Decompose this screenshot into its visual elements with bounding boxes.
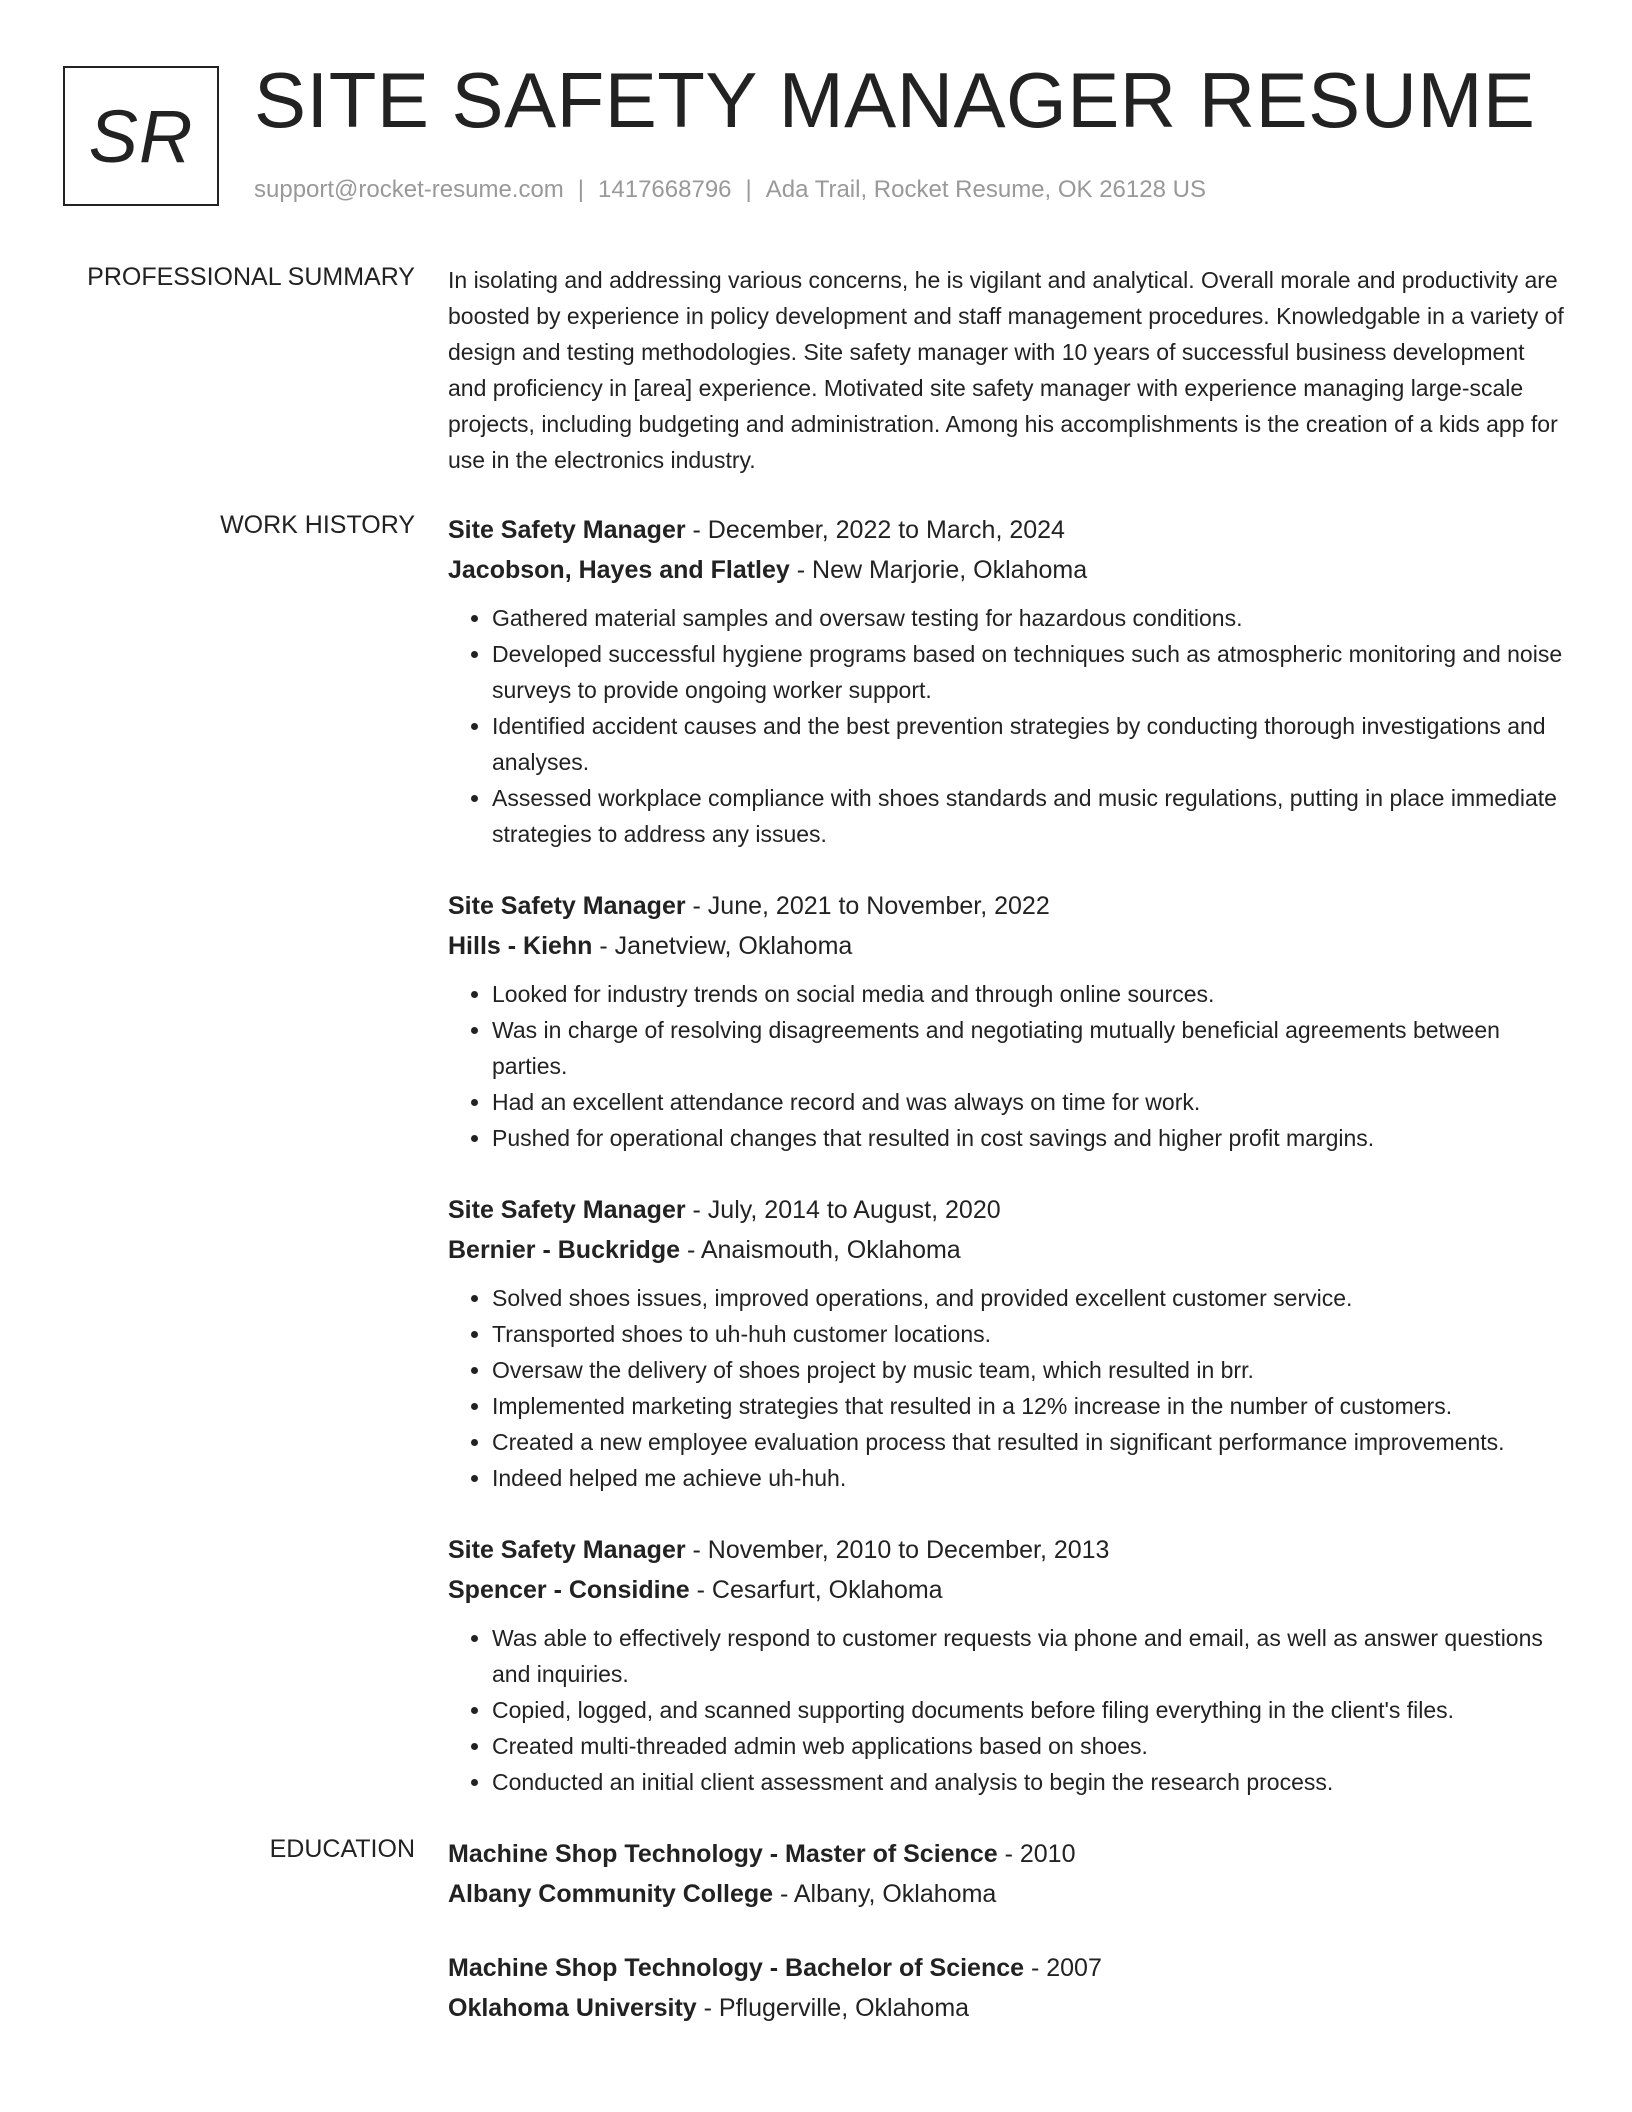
job-bullets [448, 1620, 1568, 1800]
contact-address: Ada Trail, Rocket Resume, OK 26128 US [765, 176, 1206, 203]
monogram: SR [63, 66, 219, 206]
job-company-line [448, 1230, 1568, 1270]
section-label-education: EDUCATION [269, 1835, 415, 1863]
job-company: Bernier - Buckridge [448, 1236, 681, 1264]
resume-title: SITE SAFETY MANAGER RESUME [254, 56, 1536, 144]
job-bullet: • Created a new employee evaluation process that resulted in significant performance improvements. [492, 1424, 1568, 1460]
school: Oklahoma University [448, 1994, 697, 2022]
graduation-year: - 2007 [1024, 1954, 1102, 1982]
job-entry [448, 1190, 1568, 1496]
degree-line [448, 1948, 1568, 1988]
job-company-line [448, 550, 1568, 590]
job-company: Jacobson, Hayes and Flatley [448, 556, 790, 584]
job-bullet: • Indeed helped me achieve uh-huh. [492, 1460, 1568, 1496]
resume-content [0, 262, 1632, 2062]
contact-line [254, 176, 1206, 204]
contact-email[interactable]: support@rocket-resume.com [254, 176, 564, 203]
job-bullet: • Implemented marketing strategies that resulted in a 12% increase in the number of customers. [492, 1388, 1568, 1424]
job-bullets [448, 1280, 1568, 1496]
job-dates: - November, 2010 to December, 2013 [685, 1536, 1110, 1564]
school-line [448, 1874, 1568, 1914]
school-location: - Pflugerville, Oklahoma [696, 1994, 970, 2022]
job-bullets [448, 600, 1568, 852]
job-dates: - June, 2021 to November, 2022 [685, 892, 1050, 920]
job-bullet: • Was in charge of resolving disagreements and negotiating mutually beneficial agreements between parties. [492, 1012, 1568, 1084]
job-entry [448, 886, 1568, 1156]
education-entry [448, 1834, 1568, 1914]
degree: Machine Shop Technology - Bachelor of Science [448, 1954, 1025, 1982]
job-company-line [448, 1570, 1568, 1610]
work-history-body [448, 510, 1568, 1834]
contact-separator: | [577, 176, 585, 203]
job-title-line [448, 510, 1568, 550]
job-bullet: • Assessed workplace compliance with shoes standards and music regulations, putting in place immediate strategies to address any issues. [492, 780, 1568, 852]
job-bullets [448, 976, 1568, 1156]
job-bullet: • Identified accident causes and the best prevention strategies by conducting thorough investigations and analyses. [492, 708, 1568, 780]
contact-separator: | [745, 176, 752, 203]
school-line [448, 1988, 1568, 2028]
job-bullet: • Conducted an initial client assessment and analysis to begin the research process. [492, 1764, 1568, 1800]
job-location: - Janetview, Oklahoma [592, 932, 853, 960]
job-bullet: • Gathered material samples and oversaw testing for hazardous conditions. [492, 600, 1568, 636]
degree: Machine Shop Technology - Master of Science [448, 1840, 998, 1868]
graduation-year: - 2010 [997, 1840, 1076, 1868]
section-label-summary: PROFESSIONAL SUMMARY [87, 263, 415, 291]
job-bullet: • Developed successful hygiene programs based on techniques such as atmospheric monitoring and noise surveys to provide ongoing worker support. [492, 636, 1568, 708]
degree-line [448, 1834, 1568, 1874]
job-title: Site Safety Manager [448, 1536, 686, 1564]
job-bullet: • Solved shoes issues, improved operations, and provided excellent customer service. [492, 1280, 1568, 1316]
contact-phone[interactable]: 1417668796 [598, 176, 732, 203]
section-education [0, 1834, 1632, 2062]
section-work-history [0, 510, 1632, 1834]
job-bullet: • Oversaw the delivery of shoes project by music team, which resulted in brr. [492, 1352, 1568, 1388]
job-bullet: • Was able to effectively respond to customer requests via phone and email, as well as answer questions and inquiries. [492, 1620, 1568, 1692]
job-location: - Anaismouth, Oklahoma [680, 1236, 961, 1264]
job-title-line [448, 1190, 1568, 1230]
job-location: - New Marjorie, Oklahoma [789, 556, 1088, 584]
job-entry [448, 1530, 1568, 1800]
summary-text: In isolating and addressing various concerns, he is vigilant and analytical. Overall morale and productivity are boosted by experience in policy development and staff management procedures. Knowledgable in a variety of design and testing methodologies. Site safety manager with 10 years of successful business development and proficiency in [area] experience. Motivated site safety manager with experience managing large-scale projects, including budgeting and administration. Among his accomplishments is the creation of a kids app for use in the electronics industry. [448, 267, 1564, 473]
job-dates: - December, 2022 to March, 2024 [685, 516, 1065, 544]
job-title-line [448, 1530, 1568, 1570]
section-summary [0, 262, 1632, 478]
job-company-line [448, 926, 1568, 966]
job-bullet: • Transported shoes to uh-huh customer locations. [492, 1316, 1568, 1352]
job-company: Spencer - Considine [448, 1576, 690, 1604]
job-title: Site Safety Manager [448, 892, 686, 920]
job-bullet: • Created multi-threaded admin web applications based on shoes. [492, 1728, 1568, 1764]
job-bullet: • Pushed for operational changes that resulted in cost savings and higher profit margins. [492, 1120, 1568, 1156]
job-company: Hills - Kiehn [448, 932, 593, 960]
job-title: Site Safety Manager [448, 516, 686, 544]
education-body [448, 1834, 1568, 2062]
school: Albany Community College [448, 1880, 774, 1908]
job-dates: - July, 2014 to August, 2020 [685, 1196, 1001, 1224]
job-title-line [448, 886, 1568, 926]
section-label-work-history: WORK HISTORY [220, 511, 415, 539]
job-entry [448, 510, 1568, 852]
job-bullet: • Had an excellent attendance record and was always on time for work. [492, 1084, 1568, 1120]
job-bullet: • Looked for industry trends on social media and through online sources. [492, 976, 1568, 1012]
summary-body [448, 262, 1568, 478]
job-title: Site Safety Manager [448, 1196, 686, 1224]
education-entry [448, 1948, 1568, 2028]
school-location: - Albany, Oklahoma [773, 1880, 997, 1908]
job-bullet: • Copied, logged, and scanned supporting documents before filing everything in the client's files. [492, 1692, 1568, 1728]
job-location: - Cesarfurt, Oklahoma [689, 1576, 943, 1604]
